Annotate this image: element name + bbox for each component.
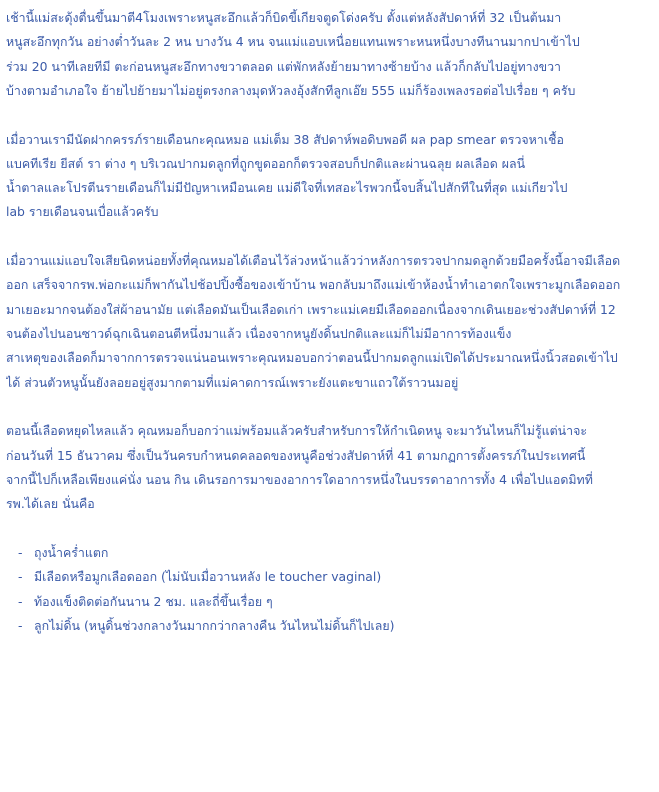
paragraph-gap [6,103,653,127]
text-line: จากนี้ไปก็เหลือเพียงแค่นั่ง นอน กิน เดินรอการมาของอาการใดอาการหนึ่งในบรรดาอาการทั้ง 4 เพื่อไปแอดมิทที่ [6,471,593,487]
text-line: ก่อนวันที่ 15 ธันวาคม ซึ่งเป็นวันครบกำหนดคลอดของหนูคือช่วงสัปดาห์ที่ 41 ตามกฏการตั้งครรภ์ในประเทศนี้ [6,447,586,463]
list-item [18,565,653,589]
text-line: น้ำตาลและโปรตีนรายเดือนก็ไม่มีปัญหาเหมือนเคย แม่ดีใจที่เทสอะไรพวกนี้จบสิ้นไปสักทีในที่สุด แม่เกียวไป [6,180,568,196]
paragraph-hiccups [6,6,653,103]
text-line: รพ.ได้เลย นั่นคือ [6,496,95,512]
text-line: แบคทีเรีย ยีสต์ รา ต่าง ๆ บริเวณปากมดลูกที่ถูกขูดออกก็ตรวจสอบก็ปกติและผ่านฉลุย ผลเลือด ผลนี่ [6,155,526,171]
list-item-text: มีเลือดหรือมูกเลือดออก (ไม่นับเมื่อวานหลัง le toucher vaginal) [34,569,382,585]
list-item-text: ท้องแข็งติดต่อกันนาน 2 ชม. และถี่ขึ้นเรื่อย ๆ [34,593,273,609]
text-line: จนต้องไปนอนซาวด์ฉุกเฉินตอนตีหนึ่งมาแล้ว เนื่องจากหนูยังดิ้นปกติและแม่ก็ไม่มีอาการท้องแข็ง [6,326,512,342]
list-item-text: ลูกไม่ดิ้น (หนูดิ้นช่วงกลางวันมากกว่ากลางคืน วันไหนไม่ดิ้นก็ไปเลย) [34,617,395,633]
text-line: บ้างตามอำเภอใจ ย้ายไปย้ายมาไม่อยู่ตรงกลางมุดหัวลงอุ้งสักทีลูกเอ๊ย 555 แม่ก็ร้องเพลงรอต่อไปเรื่อย ๆ ครับ [6,82,576,98]
text-line: เมื่อวานเรามีนัดฝากครรภ์รายเดือนกะคุณหมอ แม่เต็ม 38 สัปดาห์พอดิบพอดี ผล pap smear ตรวจหาเชื้อ [6,131,564,147]
text-line: หนูสะอึกทุกวัน อย่างต่ำวันละ 2 หน บางวัน 4 หน จนแม่แอบเหนื่อยแทนเพราะหนหนึ่งบางทีนานมากปาเข้าไป [6,34,580,50]
list-marker: - [18,569,23,585]
paragraph-ready [6,419,653,516]
text-line: เช้านี้แม่สะดุ้งตื่นขึ้นมาตี4โมงเพราะหนูสะอึกแล้วก็บิดขี้เกียจตูดโด่งครับ ตั้งแต่หลังสัปดาห์ที่ 32 เป็นต้นมา [6,10,562,25]
list-item [18,590,653,614]
list-marker: - [18,617,23,633]
list-item [18,541,653,565]
paragraph-gap [6,517,653,541]
text-line: ออก เสร็จจากรพ.พ่อกะแม่ก็พากันไปช้อปปิ้งซื้อของเข้าบ้าน พอกลับมาถึงแม่เข้าห้องน้ำทำเอาตกใจเพราะมูกเลือดออก [6,277,621,293]
text-line: ได้ ส่วนตัวหนูนั้นยังลอยอยู่สูงมากตามที่แม่คาดการณ์เพราะยังแตะขาแถวใต้ราวนมอยู่ [6,374,459,390]
paragraph-gap [6,395,653,419]
text-line: ร่วม 20 นาทีเลยทีมี ตะก่อนหนูสะอึกทางขวาตลอด แต่พักหลังย้ายมาทางซ้ายบ้าง แล้วก็กลับไปอยู่ทางขวา [6,58,562,74]
paragraph-bleeding [6,249,653,395]
paragraph-gap [6,225,653,249]
text-line: lab รายเดือนจนเบื่อแล้วครับ [6,204,159,220]
list-item [18,614,653,638]
symptom-list [6,541,653,638]
text-line: ตอนนี้เลือดหยุดไหลแล้ว คุณหมอก็บอกว่าแม่พร้อมแล้วครับสำหรับการให้กำเนิดหนู จะมาวันไหนก็ไม่รู้แต่น่าจะ [6,423,588,439]
paragraph-checkup [6,128,653,225]
list-marker: - [18,544,23,560]
text-line: มาเยอะมากจนต้องใส่ผ้าอนามัย แต่เลือดมันเป็นเลือดเก่า เพราะแม่เคยมีเลือดออกเนื่องจากเดินเยอะช่วงสัปดาห์ที่ 12 [6,301,616,317]
list-item-text: ถุงน้ำคร่ำแตก [34,544,109,560]
text-line: เมื่อวานแม่แอบใจเสียนิดหน่อยทั้งที่คุณหมอได้เตือนไว้ล่วงหน้าแล้วว่าหลังการตรวจปากมดลูกด้วยมือครั้งนี้อาจมีเลือด [6,253,621,269]
text-line: สาเหตุของเลือดก็มาจากการตรวจแน่นอนเพราะคุณหมอบอกว่าตอนนี้ปากมดลูกแม่เปิดได้ประมาณหนึ่งนิ้วสอดเข้าไป [6,350,618,366]
list-marker: - [18,593,23,609]
